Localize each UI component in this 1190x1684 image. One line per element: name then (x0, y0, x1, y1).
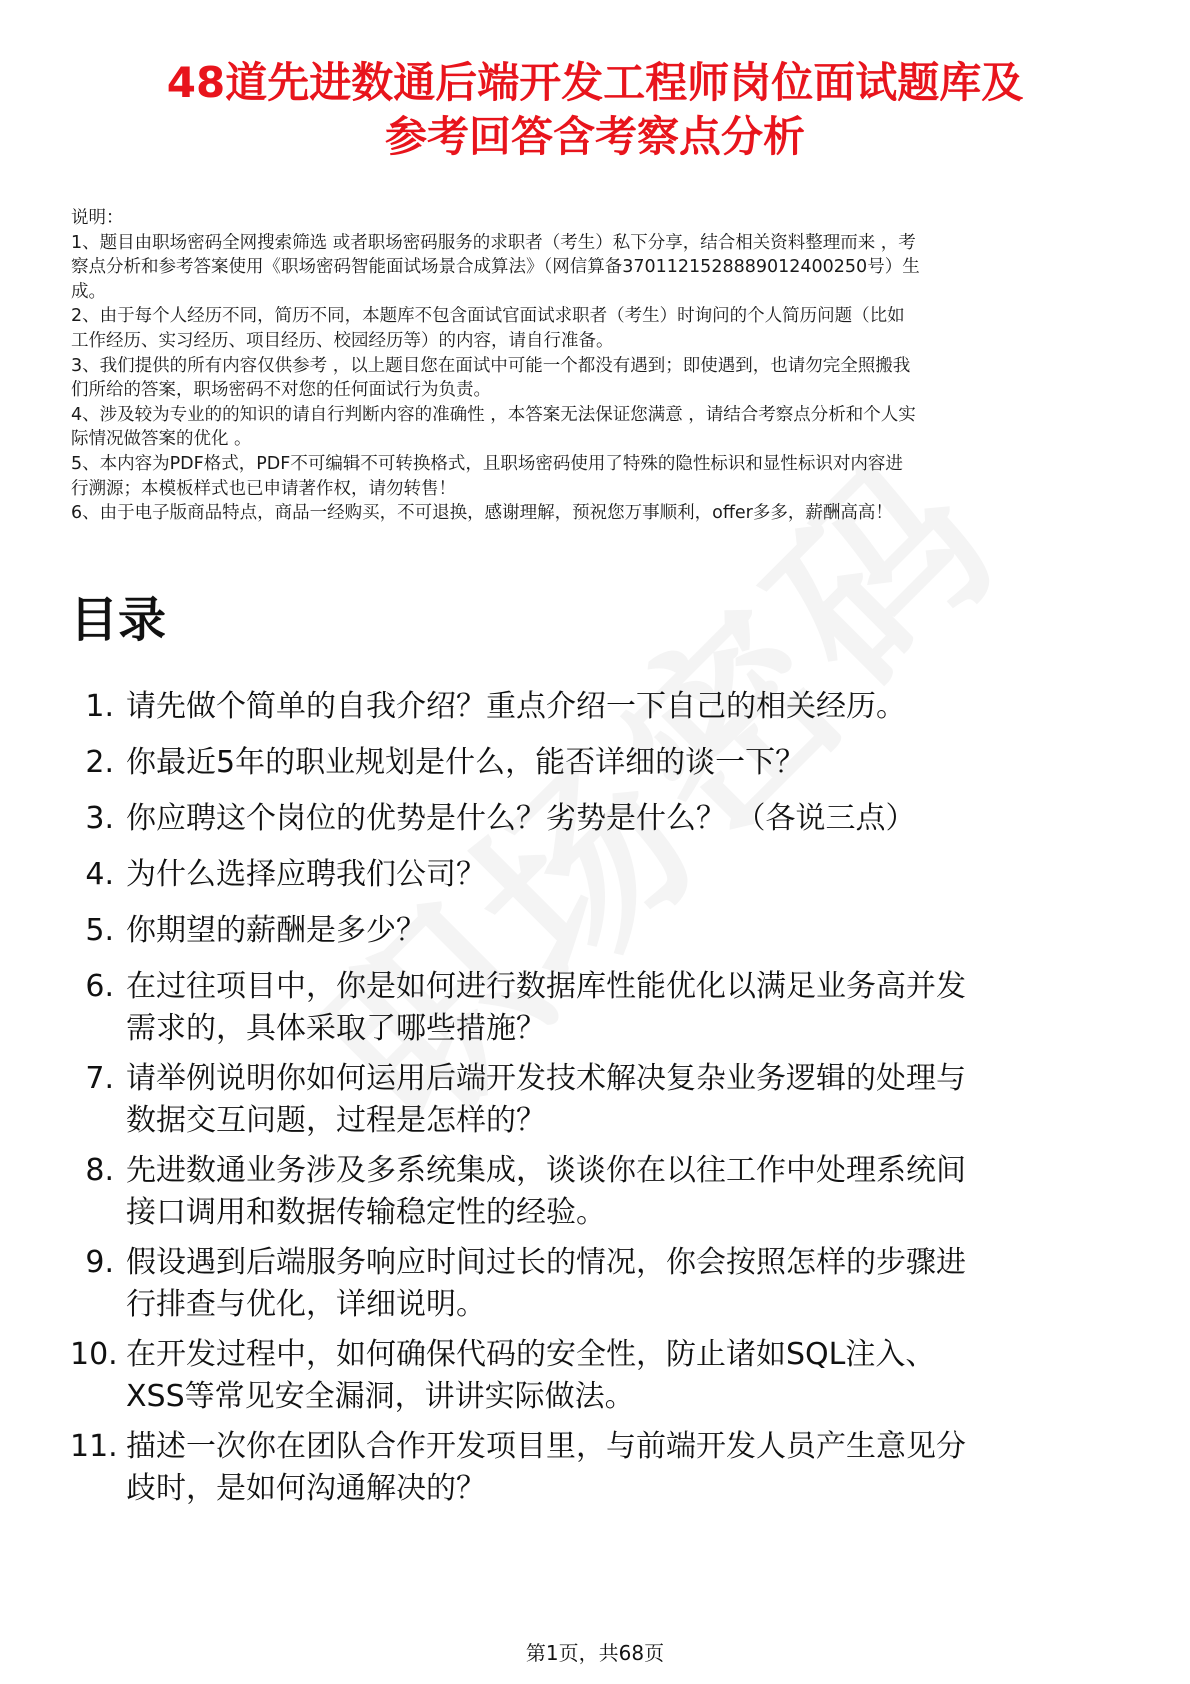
toc-item-text: 歧时，是如何沟通解决的？ (126, 1471, 486, 1506)
toc-item-number: 11. (70, 1429, 118, 1464)
toc-item-text: 在开发过程中，如何确保代码的安全性，防止诸如SQL注入、 (126, 1337, 936, 1372)
toc-item-text: 假设遇到后端服务响应时间过长的情况，你会按照怎样的步骤进 (126, 1245, 966, 1280)
toc-item-text: 你期望的薪酬是多少？ (126, 913, 426, 948)
notes-heading: 说明： (71, 208, 124, 228)
note-line: 5、本内容为PDF格式，PDF不可编辑不可转换格式，且职场密码使用了特殊的隐性标识和显性标识对内容进 (71, 453, 903, 474)
toc-item-text: XSS等常见安全漏洞，讲讲实际做法。 (126, 1379, 635, 1414)
toc-item[interactable] (70, 966, 1186, 1050)
toc-item-number: 7. (85, 1061, 114, 1096)
note-line: 1、题目由职场密码全网搜索筛选 或者职场密码服务的求职者（考生）私下分享，结合相关资料整理而来 ，考 (71, 232, 916, 253)
note-line: 成。 (71, 281, 106, 302)
toc-item-text: 接口调用和数据传输稳定性的经验。 (126, 1195, 606, 1230)
toc-item-number: 4. (85, 857, 114, 892)
note-line: 2、由于每个人经历不同，简历不同，本题库不包含面试官面试求职者（考生）时询问的个人简历问题（比如 (71, 306, 905, 327)
title-line-2: 参考回答含考察点分析 (384, 112, 805, 161)
toc-item-number: 3. (85, 801, 114, 836)
toc-item-text: 描述一次你在团队合作开发项目里，与前端开发人员产生意见分 (126, 1429, 966, 1464)
toc-item-number: 10. (70, 1337, 118, 1372)
toc-item-number: 5. (85, 913, 114, 948)
toc-item-number: 6. (85, 969, 114, 1004)
toc-item[interactable] (70, 1334, 1186, 1418)
note-line: 4、涉及较为专业的的知识的请自行判断内容的准确性 ，本答案无法保证您满意 ，请结合考察点分析和个人实 (71, 404, 916, 425)
toc-item[interactable] (70, 798, 1186, 840)
toc-item[interactable] (70, 1058, 1186, 1142)
toc-item-number: 1. (85, 689, 114, 724)
document-title (60, 56, 1130, 164)
toc-item-text: 你最近5年的职业规划是什么，能否详细的谈一下？ (126, 745, 806, 780)
toc-item[interactable] (70, 686, 1186, 728)
toc-item-text: 行排查与优化，详细说明。 (126, 1287, 486, 1322)
toc-item[interactable] (70, 910, 1186, 952)
toc-item[interactable] (70, 1150, 1186, 1234)
toc-item-text: 你应聘这个岗位的优势是什么？劣势是什么？ （各说三点） (126, 801, 916, 836)
toc-item[interactable] (70, 1242, 1186, 1326)
toc-item-text: 在过往项目中，你是如何进行数据库性能优化以满足业务高并发 (126, 969, 966, 1004)
toc-item-text: 请举例说明你如何运用后端开发技术解决复杂业务逻辑的处理与 (126, 1061, 966, 1096)
toc-item[interactable] (70, 1426, 1186, 1510)
toc-item-text: 为什么选择应聘我们公司？ (126, 857, 486, 892)
toc-item-text: 需求的，具体采取了哪些措施？ (126, 1011, 546, 1046)
toc-item[interactable] (70, 742, 1186, 784)
toc-item-text: 请先做个简单的自我介绍？重点介绍一下自己的相关经历。 (126, 689, 906, 724)
note-line: 6、由于电子版商品特点，商品一经购买，不可退换，感谢理解，预祝您万事顺利，offer多多，薪酬高高！ (71, 503, 893, 524)
notes-section (71, 206, 1131, 526)
note-line: 察点分析和参考答案使用《职场密码智能面试场景合成算法》（网信算备3701121528889012400250号）生 (71, 257, 920, 278)
toc-heading: 目录 (70, 592, 167, 648)
note-line: 3、我们提供的所有内容仅供参考 ，以上题目您在面试中可能一个都没有遇到；即使遇到，也请勿完全照搬我 (71, 355, 911, 376)
note-line: 行溯源；本模板样式也已申请著作权，请勿转售！ (71, 478, 456, 499)
note-line: 工作经历、实习经历、项目经历、校园经历等）的内容，请自行准备。 (71, 330, 614, 351)
toc-item[interactable] (70, 854, 1186, 896)
title-line-1: 48道先进数通后端开发工程师岗位面试题库及 (166, 58, 1024, 107)
toc-item-number: 9. (85, 1245, 114, 1280)
note-line: 们所给的答案，职场密码不对您的任何面试行为负责。 (71, 380, 491, 401)
toc-item-text: 先进数通业务涉及多系统集成，谈谈你在以往工作中处理系统间 (126, 1153, 966, 1188)
toc-item-text: 数据交互问题，过程是怎样的？ (126, 1103, 546, 1138)
note-line: 际情况做答案的优化 。 (71, 429, 252, 450)
page-number: 第1页，共68页 (525, 1641, 665, 1665)
toc-item-number: 8. (85, 1153, 114, 1188)
toc-item-number: 2. (85, 745, 114, 780)
